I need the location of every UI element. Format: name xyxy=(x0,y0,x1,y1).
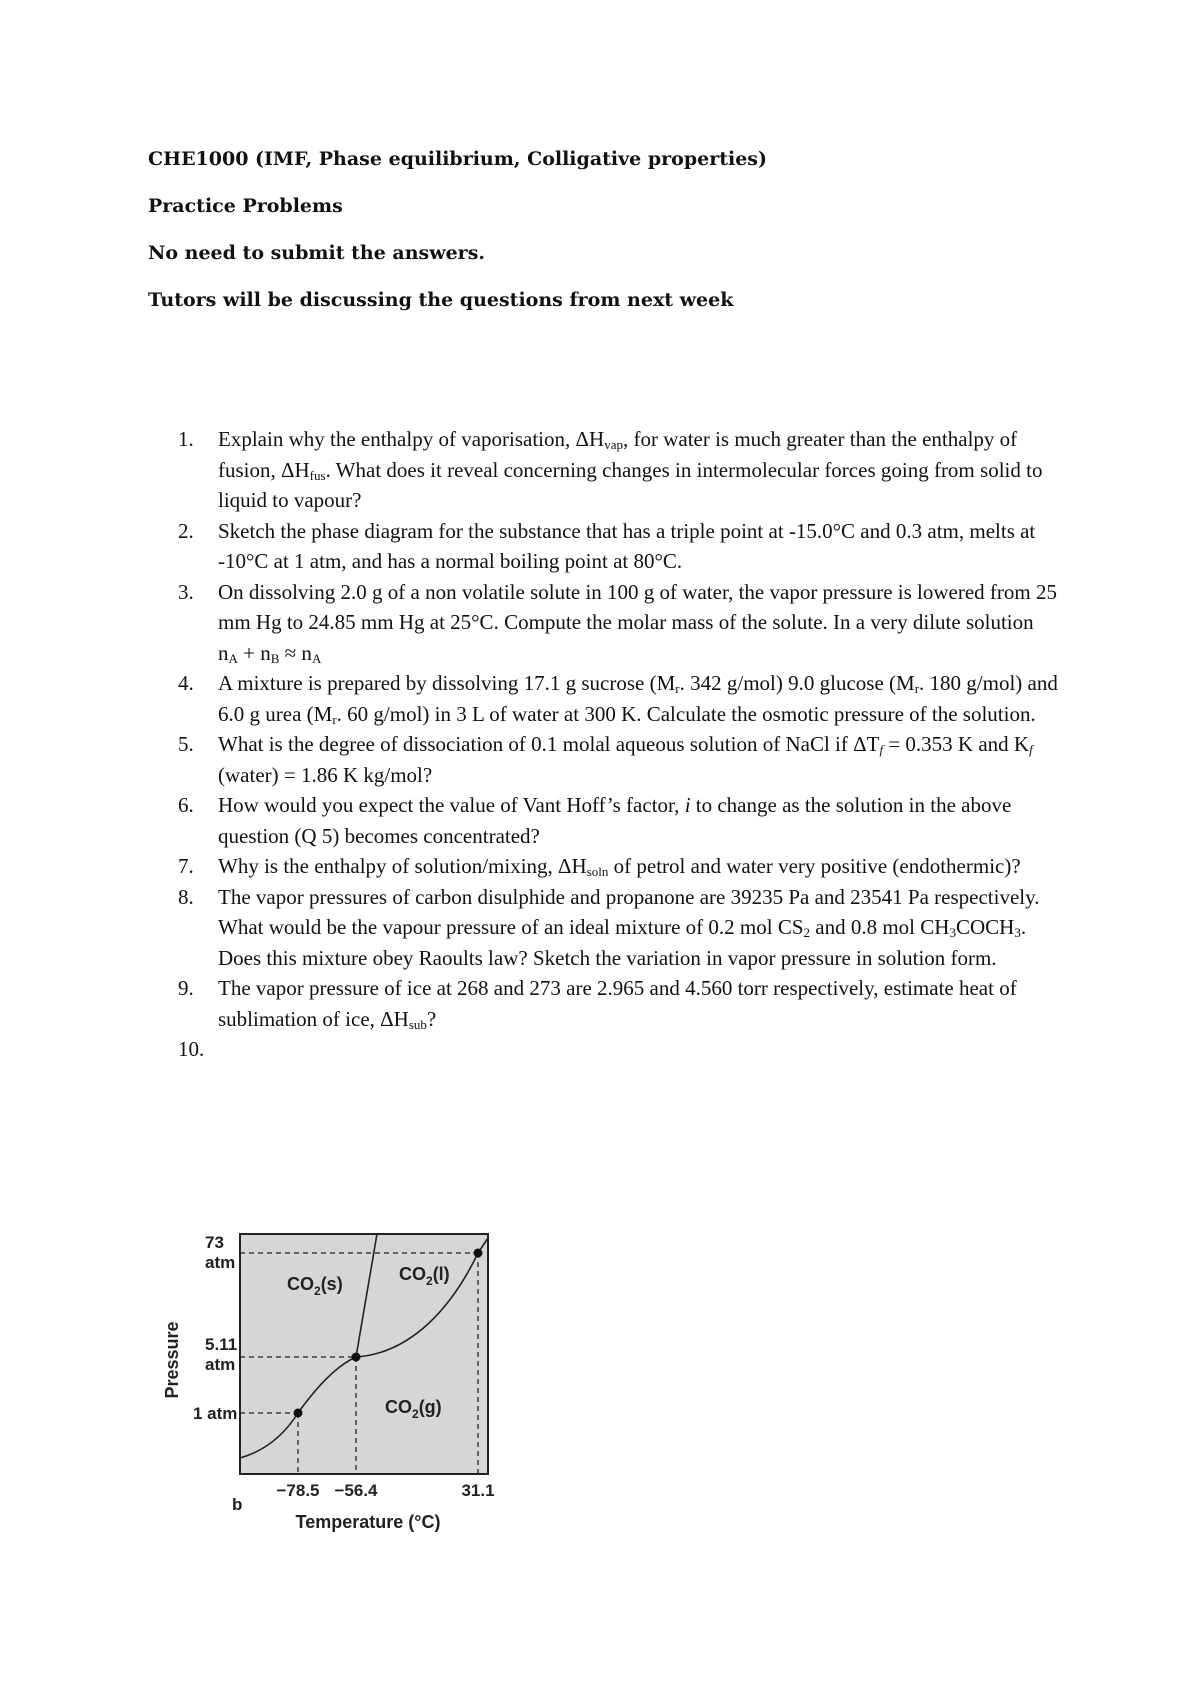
problem-6: 6. How would you expect the value of Vant Hoff’s factor, i to change as the solution in the above question (Q 5) becomes concentrated? xyxy=(178,793,1012,848)
x-axis-label: Temperature (°C) xyxy=(295,1512,441,1532)
ytick-73-value: 73 xyxy=(205,1233,224,1252)
ytick-1atm: 1 atm xyxy=(193,1404,238,1423)
problem-5: 5. What is the degree of dissociation of 0.1 molal aqueous solution of NaCl if $\Delta T_f = 0.353$ K and $K_f$ (water) = 1.86 K kg/mol? xyxy=(178,732,1033,787)
document-header xyxy=(148,146,1098,334)
tutor-note: Tutors will be discussing the questions from next week xyxy=(148,289,734,311)
problem-9: 9. The vapor pressure of ice at 268 and 273 are 2.965 and 4.560 torr respectively, estimate heat of sublimation of ice, $\Delta H_{sub}$? xyxy=(178,976,1017,1032)
problem-4: 4. A mixture is prepared by dissolving 17.1 g sucrose ($M_r$. 342 g/mol) 9.0 glucose ($M_r$. 180 g/mol) and 6.0 g urea ($M_r$. 60 g/mol) in 3 L of water at 300 K. Calculate the osmotic pressure of the solution. xyxy=(178,671,1058,727)
region-solid-label: $CO_2(s)$ xyxy=(287,1274,343,1298)
panel-label: b xyxy=(232,1495,243,1514)
problem-1: 1. Explain why the enthalpy of vaporisation, $\Delta H_{vap}$, for water is much greater than the enthalpy of fusion, $\Delta H_{fus}$. What does it reveal concerning changes in intermolecular forces going from solid to liquid to vapour? xyxy=(178,427,1043,512)
page-subtitle: Practice Problems xyxy=(148,195,343,217)
xtick-564: −56.4 xyxy=(334,1481,378,1500)
course-title: CHE1000 (IMF, Phase equilibrium, Colligative properties) xyxy=(148,148,767,170)
problem-list: 1. Explain why the enthalpy of vaporisation, $\Delta H_{vap}$, for water is much greater than the enthalpy of fusion, $\Delta H_{fus}$. What does it reveal concerning changes in intermolecular forces going from solid to liquid to vapour? 2. Sketch the phase diagram for the substance that has a triple point at -15.0°C and 0.3 atm, melts at -10°C at 1 atm, and has a normal boiling point at 80°C. 3. On dissolving 2.0 g of a non volatile solute in 100 g of water, the vapor pressure is lowered from 25 mm Hg to 24.85 mm Hg at 25°C. Compute the molar mass of the solute. In a very dilute solution $n_A + n_B \approx n_A$ 4. A mixture is prepared by dissolving 17.1 g sucrose ($M_r$. 342 g/mol) 9.0 glucose ($M_r$. 180 g/mol) and 6.0 g urea ($M_r$. 60 g/mol) in 3 L of water at 300 K. Calculate the osmotic pressure of the solution. 5. What is the degree of dissociation of 0.1 molal aqueous solution of NaCl if $\Delta T_f = 0.353$ K and $K_f$ (water) = 1.86 K kg/mol? 6. How would you expect the value of Vant Hoff’s factor, i to change as the solution in the above question (Q 5) becomes concentrated? 7. Why is the enthalpy of solution/mixing, $\Delta H_{soln}$ of petrol and water very positive (endothermic)? 8. The vapor pressures of carbon disulphide and propanone are 39235 Pa and 23541 Pa respectively. What would be the vapour pressure of an ideal mixture of 0.2 mol $CS_2$ and 0.8 mol $CH_3COCH_3$. Does this mixture obey Raoults law? Sketch the variation in vapor pressure in solution form. 9. The vapor pressure of ice at 268 and 273 are 2.965 and 4.560 torr respectively, estimate heat of sublimation of ice, $\Delta H_{sub}$? 10. xyxy=(178,424,1058,1034)
ytick-511-unit: atm xyxy=(205,1355,236,1374)
region-liquid-label: $CO_2(l)$ xyxy=(399,1264,450,1288)
ytick-511-value: 5.11 xyxy=(205,1335,238,1354)
ytick-73-unit: atm xyxy=(205,1253,236,1272)
region-gas-label: $CO_2(g)$ xyxy=(385,1397,442,1421)
problem-3: 3. On dissolving 2.0 g of a non volatile solute in 100 g of water, the vapor pressure is lowered from 25 mm Hg to 24.85 mm Hg at 25°C. Compute the molar mass of the solute. In a very dilute solution $n_A + n_B \approx n_A$ xyxy=(178,579,1057,666)
problem-2: 2. Sketch the phase diagram for the substance that has a triple point at -15.0°C and 0.3 atm, melts at -10°C at 1 atm, and has a normal boiling point at 80°C. xyxy=(178,518,1036,573)
sublimation-point xyxy=(294,1409,303,1418)
phase-diagram-svg xyxy=(148,1220,508,1540)
critical-point xyxy=(474,1249,483,1258)
problem-7: 7. Why is the enthalpy of solution/mixing, $\Delta H_{soln}$ of petrol and water very positive (endothermic)? xyxy=(178,854,1021,879)
xtick-785: −78.5 xyxy=(276,1481,320,1500)
xtick-311: 31.1 xyxy=(461,1481,495,1500)
problem-8: 8. The vapor pressures of carbon disulphide and propanone are 39235 Pa and 23541 Pa respectively. What would be the vapour pressure of an ideal mixture of 0.2 mol $CS_2$ and 0.8 mol $CH_3COCH_3$. Does this mixture obey Raoults law? Sketch the variation in vapor pressure in solution form. xyxy=(178,884,1040,970)
co2-phase-diagram xyxy=(148,1220,508,1540)
submission-note: No need to submit the answers. xyxy=(148,242,485,264)
triple-point xyxy=(352,1353,361,1362)
y-axis-label: Pressure xyxy=(162,1321,182,1399)
